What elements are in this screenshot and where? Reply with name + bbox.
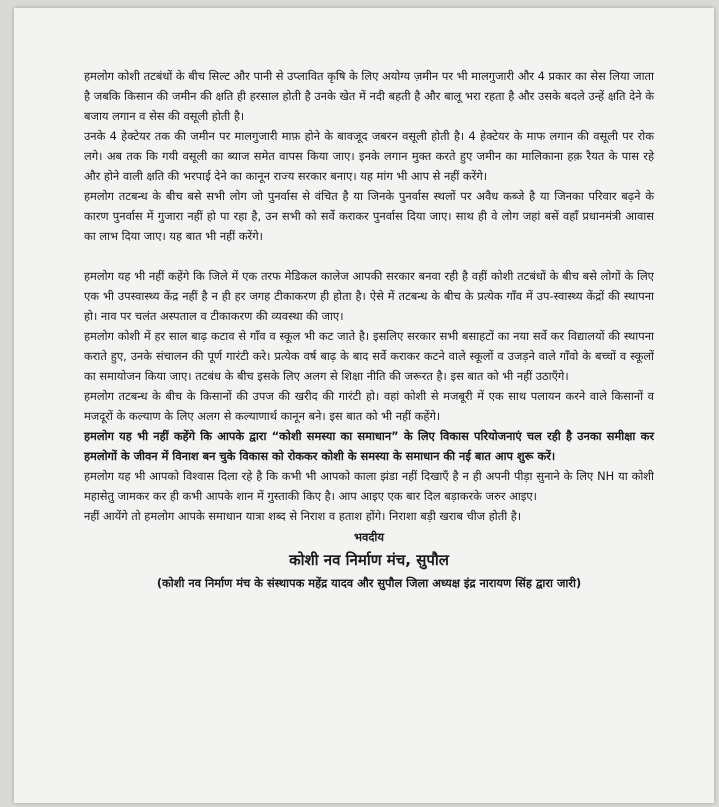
- paragraph-health: हमलोग यह भी नहीं कहेंगे कि जिले में एक तरफ मेडिकल कालेज आपकी सरकार बनवा रही है वहीं कोशी तटबंधों के बीच बसे लोगों के लिए एक भी उपस्वास्थ्य केंद्र नहीं है न ही हर जगह टीकाकरण ही होता है। ऐसे में तटबन्ध के बीच के प्रत्येक गाँव में उप-स्वास्थ्य केंद्रों की स्थापना हो। नाव पर चलंत अस्पताल व टीकाकरण की व्यवस्था की जाए।: [84, 269, 654, 323]
- paragraph-farmers: हमलोग तटबन्ध के बीच के किसानों की उपज की खरीद की गारंटी हो। वहां कोशी से मजबूरी में एक साथ पलायन करने वाले किसानों व मजदूरों के कल्याण के लिए अलग से कल्याणार्थ कानून बने। इस बात को भी नहीं कहेंगे।: [84, 389, 654, 423]
- paragraph-development-review: हमलोग यह भी नहीं कहेंगे कि आपके द्वारा “कोशी समस्या का समाधान” के लिए विकास परियोजनाएं चल रही है उनका समीक्षा कर हमलोगों के जीवन में विनाश बन चुके विकास को रोककर कोशी के समस्या के समाधान की नई बात आप शुरू करें।: [84, 429, 654, 463]
- letter-closing: [84, 526, 654, 594]
- document-page: [14, 8, 714, 803]
- paragraph-land-revenue: हमलोग कोशी तटबंधों के बीच सिल्ट और पानी से उप्लावित कृषि के लिए अयोग्य ज़मीन पर भी मालगुजारी और 4 प्रकार का सेस लिया जाता है जबकि किसान की जमीन की क्षति ही हरसाल होती है उनके खेत में नदी बहती है और बालू भरा रहता है और उसके बदले उन्हें क्षति देने के बजाय लगान व सेस की वसूली होती है।: [84, 69, 655, 123]
- paragraph-education: हमलोग कोशी में हर साल बाढ़ कटाव से गाँव व स्कूल भी कट जाते है। इसलिए सरकार सभी बसाहटों का नया सर्वे कर विद्यालयों की स्थापना कराते हुए, उनके संचालन की पूर्ण गारंटी करे। प्रत्येक वर्ष बाढ़ के बाद सर्वे कराकर कटने वाले स्कूलों व उजड़ने वाले गाँवो के बच्चों व स्कूलों का समायोजन किया जाए। तटबंध के बीच इसके लिए अलग से शिक्षा नीति की जरूरत है। इस बात को भी नहीं उठाएँगे।: [84, 329, 654, 383]
- paragraph-gap: [84, 246, 654, 266]
- closing-salutation: भवदीय: [354, 530, 384, 544]
- paragraph-revenue-waiver: उनके 4 हेक्टेयर तक की जमीन पर मालगुजारी माफ़ होने के बावजूद जबरन वसूली होती है। 4 हेक्टेयर के माफ लगान की वसूली पर रोक लगे। अब तक कि गयी वसूली का ब्याज समेत वापस किया जाए। इनके लगान मुक्त करते हुए जमीन का मालिकाना हक़ रैयत के पास रहे और होने वाली क्षति की भरपाई देने का कानून राज्य सरकार बनाए। यह मांग भी आप से नहीं करेंगे।: [84, 129, 655, 183]
- paragraph-assurance: हमलोग यह भी आपको विश्वास दिला रहे है कि कभी भी आपको काला झंडा नहीं दिखाएँ है न ही अपनी पीड़ा सुनाने के लिए NH या कोशी महासेतु जामकर कर ही कभी आपके शान में गुस्ताकी किए है। आप आइए एक बार दिल बड़ाकरके जरुर आइए।: [84, 469, 654, 503]
- paragraph-rehabilitation: हमलोग तटबन्ध के बीच बसे सभी लोग जो पुनर्वास से वंचित है या जिनके पुनर्वास स्थलों पर अवैध कब्जे है या जिनका परिवार बढ़ने के कारण पुनर्वास में गुजारा नहीं हो पा रहा है, उन सभी को सर्वे कराकर पुनर्वास दिया जाए। साथ ही वे लोग जहां बसें वहाँ प्रधानमंत्री आवास का लाभ दिया जाए। यह बात भी नहीं करेंगे।: [84, 189, 654, 243]
- closing-organization: कोशी नव निर्माण मंच, सुपौल: [289, 551, 449, 569]
- letter-body: [84, 66, 654, 594]
- paragraph-disappointment: नहीं आयेंगे तो हमलोग आपके समाधान यात्रा शब्द से निराश व हताश होंगे। निराशा बड़ी खराब चीज होती है।: [84, 509, 522, 523]
- closing-note: (कोशी नव निर्माण मंच के संस्थापक महेंद्र यादव और सुपौल जिला अध्यक्ष इंद्र नारायण सिंह द्वारा जारी): [156, 576, 582, 590]
